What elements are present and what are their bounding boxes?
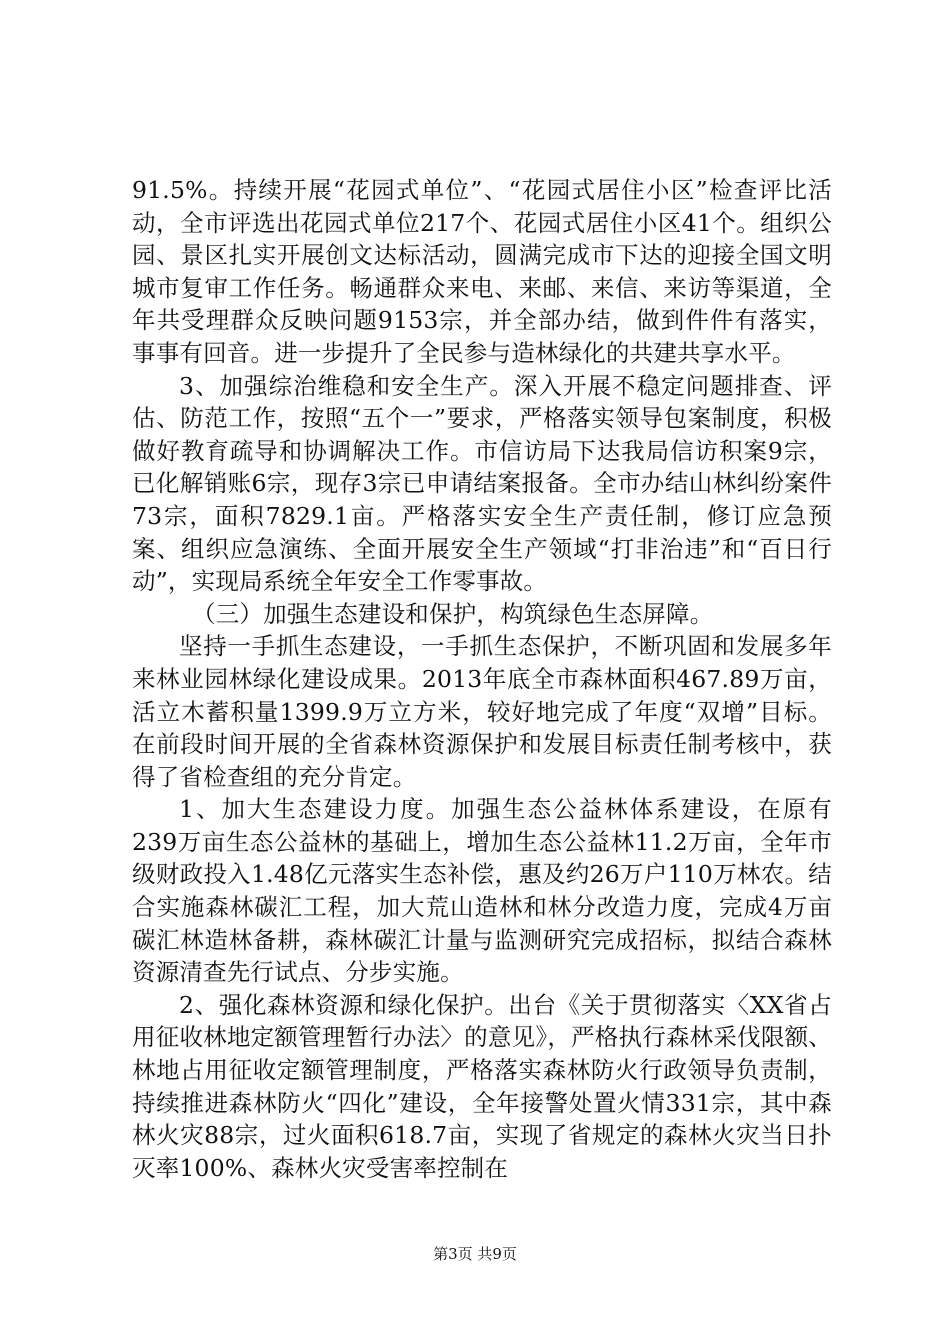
paragraph-continuation: 91.5%。持续开展“花园式单位”、“花园式居住小区”检查评比活动，全市评选出花园式单位217个、花园式居住小区41个。组织公园、景区扎实开展创文达标活动，圆满完成市下达的迎接全国文明城市复审工作任务。畅通群众来电、来邮、来信、来访等渠道，全年共受理群众反映问题9153宗，并全部办结，做到件件有落实，事事有回音。进一步提升了全民参与造林绿化的共建共享水平。 — [132, 176, 832, 367]
paragraph-stability-safety: 3、加强综治维稳和安全生产。深入开展不稳定问题排查、评估、防范工作，按照“五个一”要求，严格落实领导包案制度，积极做好教育疏导和协调解决工作。市信访局下达我局信访积案9宗，已化解销账6宗，现存3宗已申请结案报备。全市办结山林纠纷案件73宗，面积7829.1亩。严格落实安全生产责任制，修订应急预案、组织应急演练、全面开展安全生产领域“打非治违”和“百日行动”，实现局系统全年安全工作零事故。 — [132, 371, 832, 596]
paragraph-forest-protection: 2、强化森林资源和绿化保护。出台《关于贯彻落实〈XX省占用征收林地定额管理暂行办法〉的意见》，严格执行森林采伐限额、林地占用征收定额管理制度，严格落实森林防火行政领导负责制，持续推进森林防火“四化”建设，全年接警处置火情331宗，其中森林火灾88宗，过火面积618.7亩，实现了省规定的森林火灾当日扑灭率100%、森林火灾受害率控制在 — [132, 990, 832, 1182]
section-heading-ecology: （三）加强生态建设和保护，构筑绿色生态屏障。 — [192, 599, 714, 628]
document-body — [132, 174, 832, 1184]
paragraph-ecology-summary: 坚持一手抓生态建设，一手抓生态保护，不断巩固和发展多年来林业园林绿化建设成果。2013年底全市森林面积467.89万亩，活立木蓄积量1399.9万立方米，较好地完成了年度“双增”目标。在前段时间开展的全省森林资源保护和发展目标责任制考核中，获得了省检查组的充分肯定。 — [132, 632, 832, 791]
page-footer: 第3页 共9页 — [433, 1245, 517, 1263]
paragraph-ecology-construction: 1、加大生态建设力度。加强生态公益林体系建设，在原有239万亩生态公益林的基础上，增加生态公益林11.2万亩，全年市级财政投入1.48亿元落实生态补偿，惠及约26万户110万林农。结合实施森林碳汇工程，加大荒山造林和林分改造力度，完成4万亩碳汇林造林备耕，森林碳汇计量与监测研究完成招标，拟结合森林资源清查先行试点、分步实施。 — [132, 795, 832, 987]
